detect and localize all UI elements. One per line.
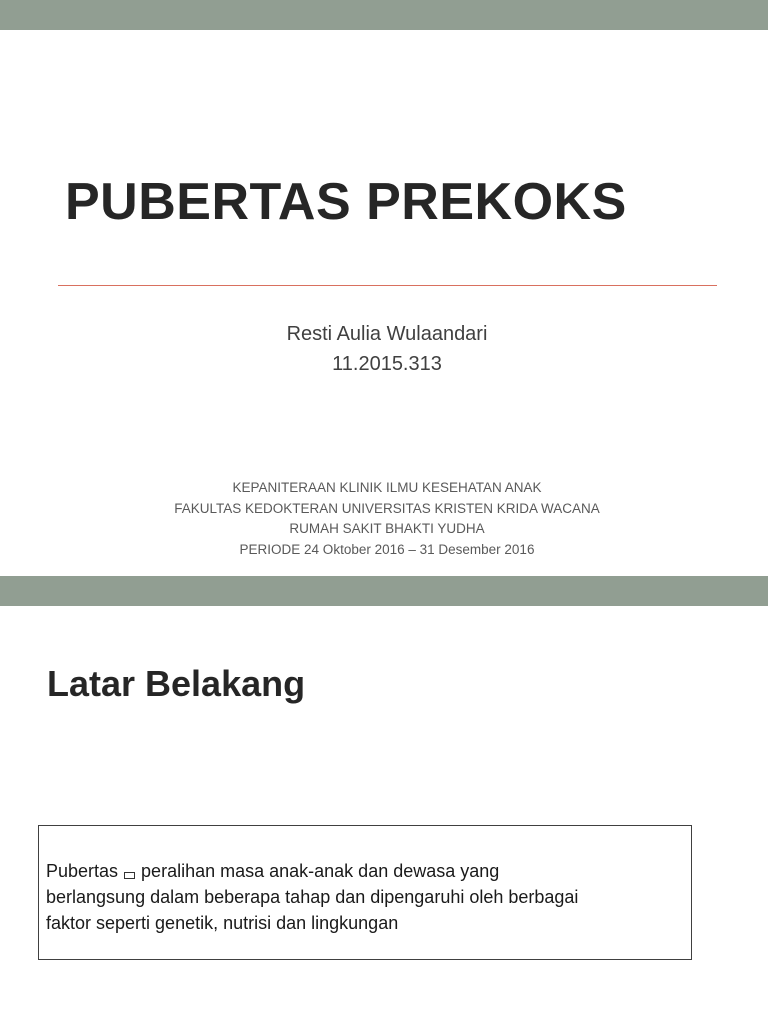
definition-text: [46, 858, 686, 936]
institution-line: FAKULTAS KEDOKTERAN UNIVERSITAS KRISTEN KRIDA WACANA: [174, 500, 600, 516]
institution-line: RUMAH SAKIT BHAKTI YUDHA: [289, 521, 485, 536]
student-id: 11.2015.313: [332, 353, 442, 375]
arrow-icon: [124, 872, 135, 879]
title-slide: [0, 30, 768, 576]
institution-block: [0, 478, 768, 560]
title-divider: [58, 285, 717, 286]
definition-term: Pubertas: [46, 861, 119, 881]
content-slide: [0, 606, 768, 1024]
author-name: Resti Aulia Wulaandari: [286, 323, 488, 345]
institution-line: KEPANITERAAN KLINIK ILMU KESEHATAN ANAK: [232, 480, 542, 495]
slide-title: PUBERTAS PREKOKS: [65, 173, 627, 231]
author-block: [0, 319, 768, 379]
definition-line-2: berlangsung dalam beberapa tahap dan dipengaruhi oleh berbagai: [46, 887, 579, 907]
definition-box: [38, 825, 692, 960]
definition-line-1-rest: peralihan masa anak-anak dan dewasa yang: [141, 861, 500, 881]
definition-line-3: faktor seperti genetik, nutrisi dan lingkungan: [46, 913, 399, 933]
period-line: PERIODE 24 Oktober 2016 – 31 Desember 2016: [239, 541, 535, 557]
section-title: Latar Belakang: [47, 663, 306, 704]
definition-line-1: [46, 858, 686, 884]
top-band: [0, 0, 768, 30]
slide-separator-band: [0, 576, 768, 606]
